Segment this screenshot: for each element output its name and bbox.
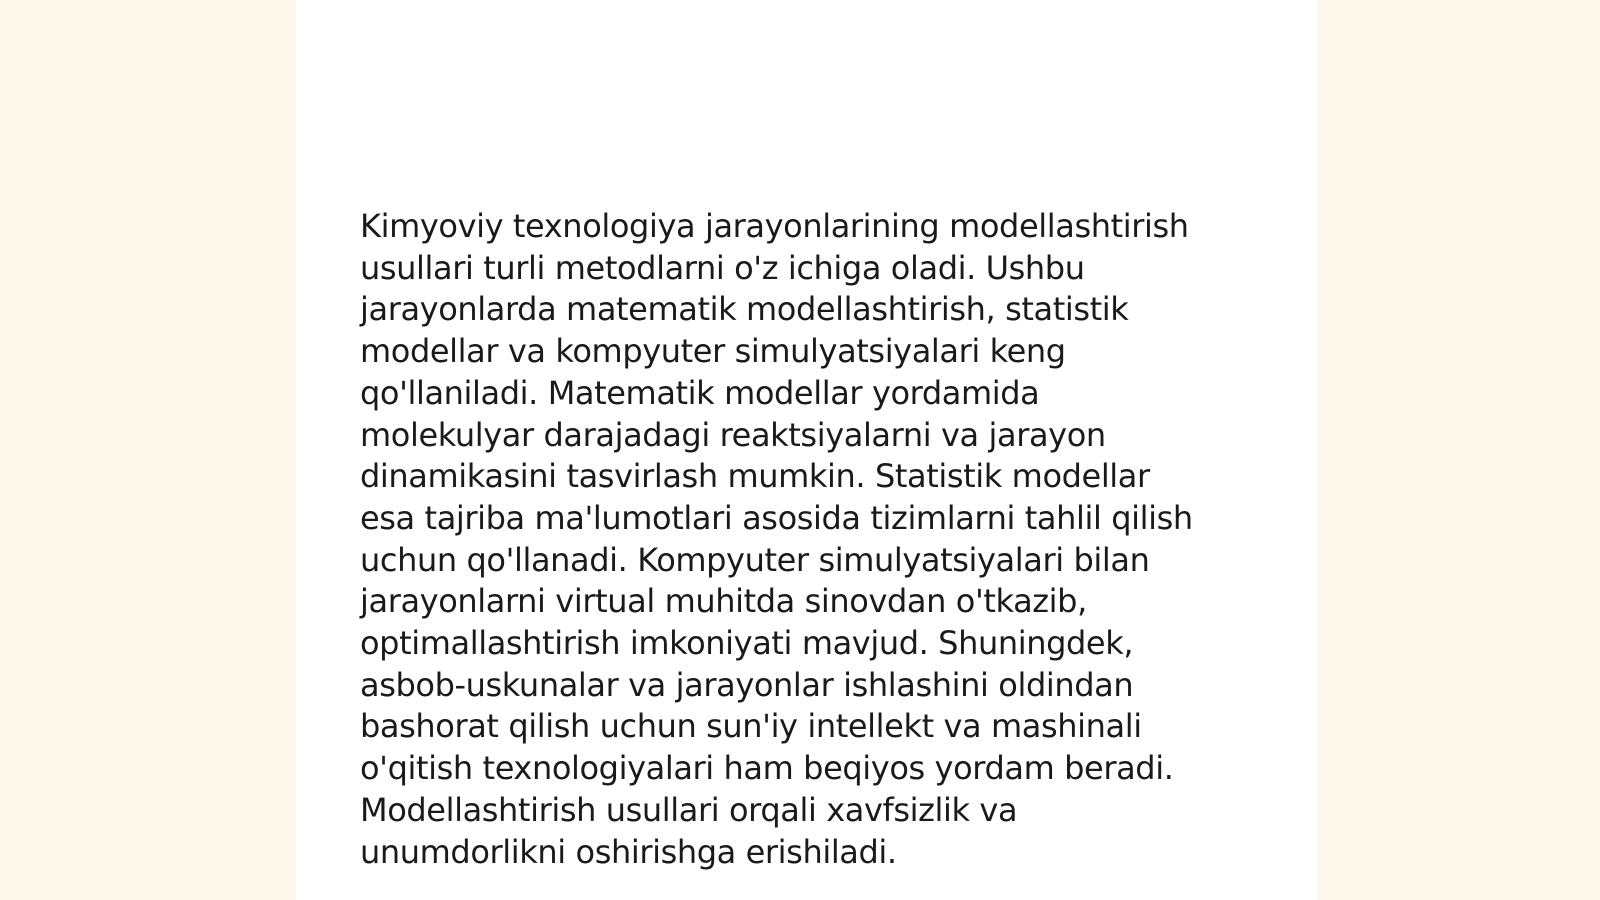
paragraph-line: unumdorlikni oshirishga erishiladi. bbox=[360, 832, 897, 871]
paragraph-line: bashorat qilish uchun sun'iy intellekt va mashinali bbox=[360, 707, 1142, 746]
paragraph-line: modellar va kompyuter simulyatsiyalari keng bbox=[360, 332, 1066, 371]
paragraph-line: uchun qo'llanadi. Kompyuter simulyatsiyalari bilan bbox=[360, 540, 1150, 579]
paragraph-line: molekulyar darajadagi reaktsiyalarni va jarayon bbox=[360, 415, 1106, 454]
document-page bbox=[296, 0, 1318, 900]
paragraph-line: asbob-uskunalar va jarayonlar ishlashini oldindan bbox=[360, 665, 1134, 704]
paragraph-line: Modellashtirish usullari orqali xavfsizlik va bbox=[360, 790, 1018, 829]
paragraph-line: usullari turli metodlarni o'z ichiga oladi. Ushbu bbox=[360, 248, 1085, 287]
paragraph-line: qo'llaniladi. Matematik modellar yordamida bbox=[360, 373, 1040, 412]
paragraph-line: o'qitish texnologiyalari ham beqiyos yordam beradi. bbox=[360, 749, 1174, 788]
paragraph-line: esa tajriba ma'lumotlari asosida tizimlarni tahlil qilish bbox=[360, 498, 1193, 537]
paragraph-line: jarayonlarda matematik modellashtirish, statistik bbox=[360, 290, 1129, 329]
paragraph-line: dinamikasini tasvirlash mumkin. Statistik modellar bbox=[360, 457, 1150, 496]
paragraph-line: optimallashtirish imkoniyati mavjud. Shuningdek, bbox=[360, 624, 1134, 663]
body-paragraph bbox=[360, 206, 1260, 873]
paragraph-line: jarayonlarni virtual muhitda sinovdan o'tkazib, bbox=[360, 582, 1087, 621]
paragraph-line: Kimyoviy texnologiya jarayonlarining modellashtirish bbox=[360, 207, 1189, 245]
